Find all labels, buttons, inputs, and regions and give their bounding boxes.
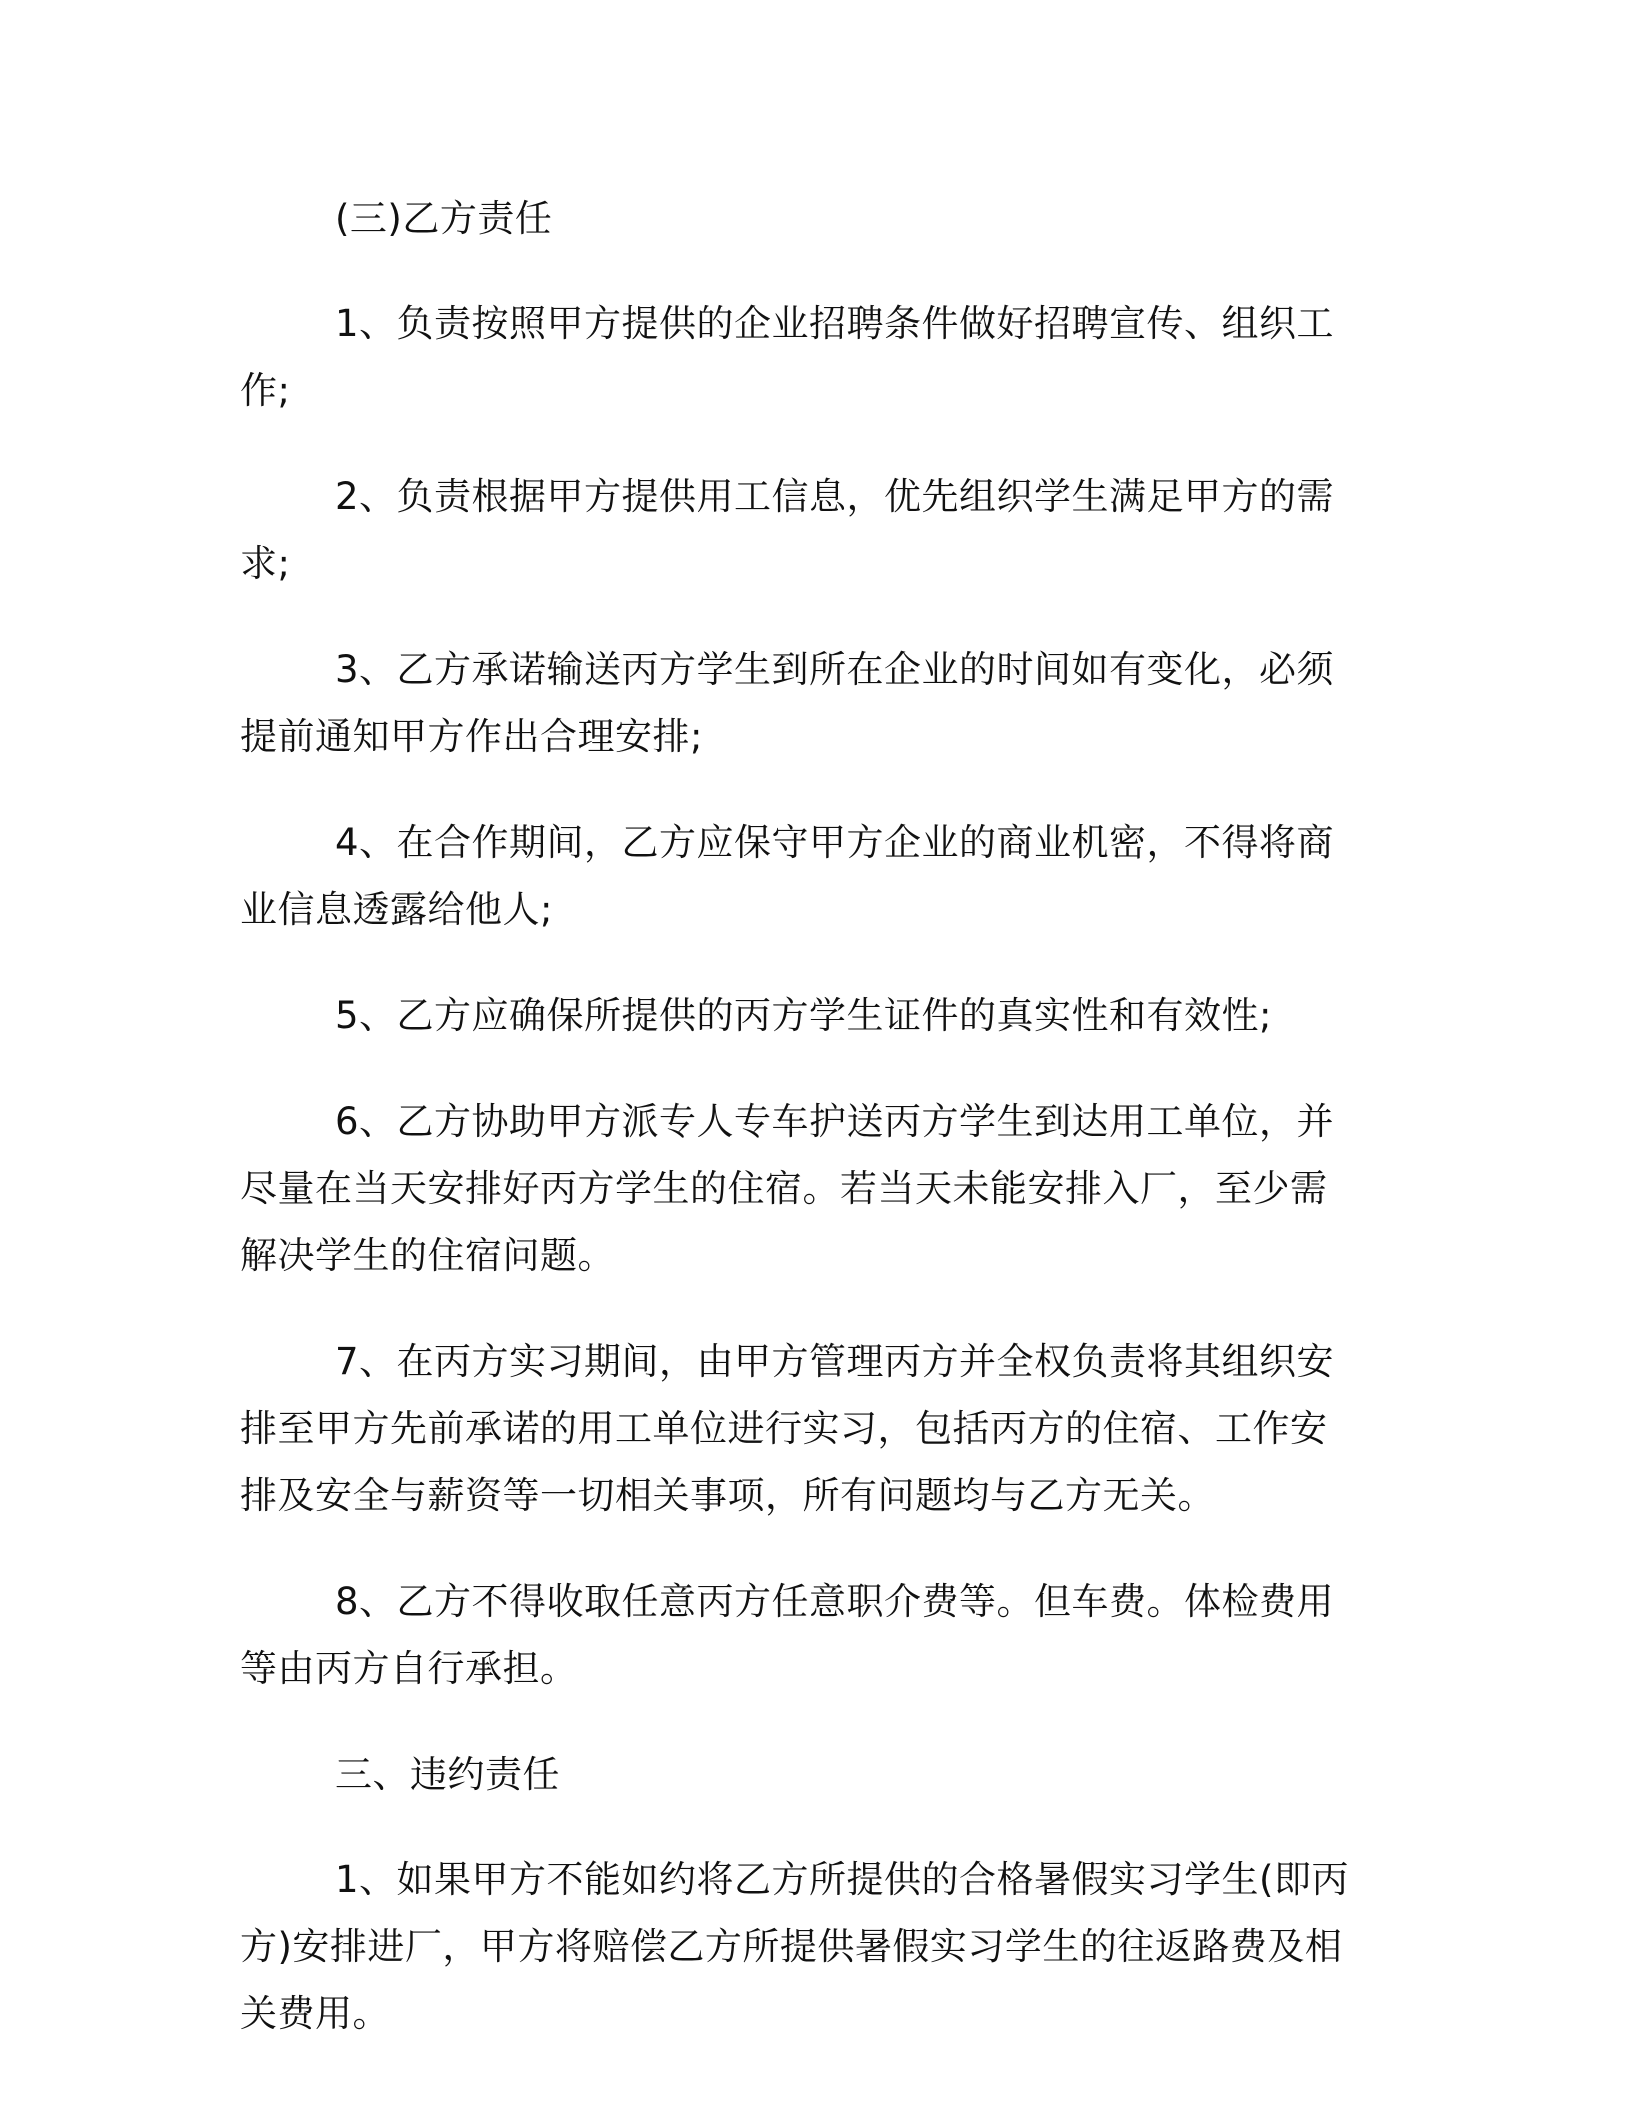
section-heading: (三)乙方责任	[335, 197, 553, 240]
clause-6: 6、乙方协助甲方派专人专车护送丙方学生到达用工单位，并尽量在当天安排好丙方学生的住宿。若当天未能安排入厂，至少需解决学生的住宿问题。	[240, 1100, 1335, 1277]
clause-5: 5、乙方应确保所提供的丙方学生证件的真实性和有效性;	[335, 994, 1273, 1037]
clause-2: 2、负责根据甲方提供用工信息，优先组织学生满足甲方的需求;	[240, 475, 1335, 585]
clause-8: 8、乙方不得收取任意丙方任意职介费等。但车费。体检费用等由丙方自行承担。	[240, 1580, 1335, 1690]
breach-clause-1: 1、如果甲方不能如约将乙方所提供的合格暑假实习学生(即丙方)安排进厂，甲方将赔偿乙方所提供暑假实习学生的往返路费及相关费用。	[240, 1858, 1349, 2035]
clause-1: 1、负责按照甲方提供的企业招聘条件做好招聘宣传、组织工作;	[240, 302, 1335, 412]
breach-heading: 三、违约责任	[335, 1753, 560, 1796]
clause-3: 3、乙方承诺输送丙方学生到所在企业的时间如有变化，必须提前通知甲方作出合理安排;	[240, 648, 1335, 758]
clause-4: 4、在合作期间，乙方应保守甲方企业的商业机密，不得将商业信息透露给他人;	[240, 821, 1335, 931]
clause-7: 7、在丙方实习期间，由甲方管理丙方并全权负责将其组织安排至甲方先前承诺的用工单位进行实习，包括丙方的住宿、工作安排及安全与薪资等一切相关事项，所有问题均与乙方无关。	[240, 1340, 1335, 1517]
document-page	[240, 185, 1360, 2086]
